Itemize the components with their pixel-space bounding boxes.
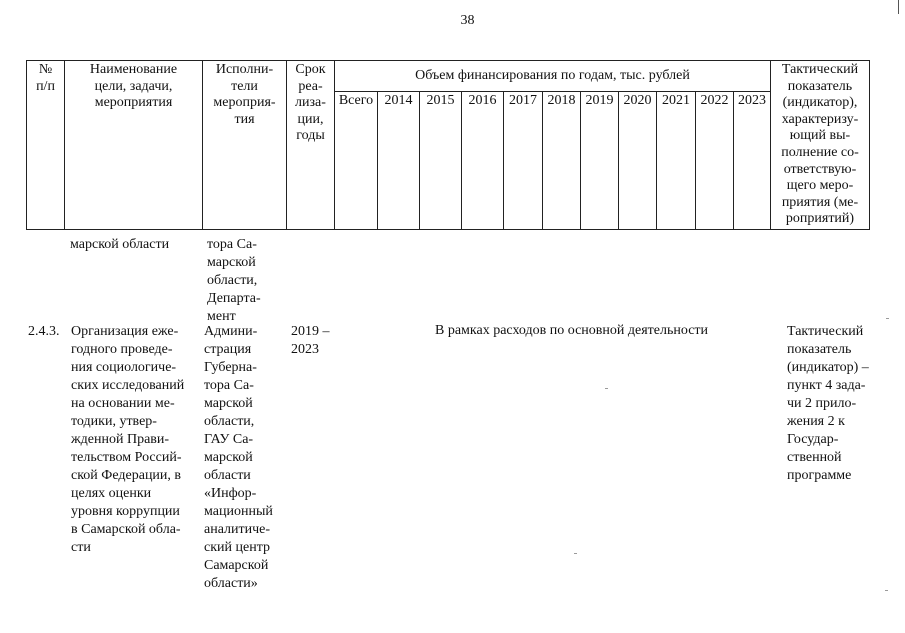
header-indicator-line: ответствую- (783, 161, 857, 177)
header-year-2018: 2018 (543, 92, 581, 230)
header-table (26, 60, 870, 230)
row-term-line: 2023 (291, 342, 319, 357)
header-funding-title: Объем финансирования по годам, тыс. рублей (335, 61, 771, 92)
header-num-line: № (38, 62, 53, 77)
row-executors (204, 323, 273, 593)
header-indicator-line: показатель (787, 78, 853, 94)
row-exec-line: Самарской (204, 558, 269, 573)
header-name (65, 61, 203, 230)
scan-speck (885, 590, 888, 591)
header-name-line: мероприятия (94, 95, 173, 111)
header-indicator-line: роприятий) (785, 211, 855, 227)
row-exec-line: марской (204, 450, 253, 465)
header-year-2015: 2015 (420, 92, 462, 230)
row-name-line: тодики, утвер- (71, 414, 157, 429)
row-name-line: ских исследований (71, 378, 185, 393)
row-name-line: Организация еже- (71, 324, 179, 339)
header-year-2016: 2016 (462, 92, 504, 230)
row-name-line: целях оценки (71, 486, 152, 501)
header-num-line: п/п (36, 78, 55, 94)
row-exec-line: «Инфор- (204, 486, 257, 501)
row-indicator-line: Тактический (787, 324, 864, 339)
header-year-2020: 2020 (619, 92, 657, 230)
header-year-2017: 2017 (504, 92, 543, 230)
header-num (27, 61, 65, 230)
header-indicator-line: (индикатор), (782, 95, 858, 111)
row-exec-line: страция (204, 342, 252, 357)
page-number: 38 (460, 13, 475, 28)
row-name-line: тельством Россий- (71, 450, 182, 465)
row-name-line: в Самарской обла- (71, 522, 181, 537)
header-name-line: цели, задачи, (94, 78, 173, 94)
header-term-line: годы (296, 128, 325, 144)
row-indicator-line: пункт 4 зада- (787, 378, 866, 393)
row-exec-line: тора Са- (204, 378, 254, 393)
carryover-executors (207, 236, 261, 326)
scan-speck (886, 318, 889, 319)
row-exec-line: марской (204, 396, 253, 411)
row-exec-line: ГАУ Са- (204, 432, 254, 447)
carryover-name (70, 236, 169, 254)
scan-speck (574, 553, 577, 554)
row-name-line: ния социологиче- (71, 360, 177, 375)
carryover-exec-line: Департа- (207, 291, 261, 306)
header-year-2014: 2014 (378, 92, 420, 230)
row-indicator-line: ственной (787, 450, 842, 465)
row-exec-line: ский центр (204, 540, 270, 555)
header-term-line: реа- (298, 78, 323, 94)
row-indicator-line: жения 2 к (787, 414, 845, 429)
header-exec-line: тия (234, 111, 255, 127)
page-edge-mark (898, 0, 905, 14)
row-name-line: жденной Прави- (71, 432, 170, 447)
row-exec-line: области (204, 468, 251, 483)
header-year-2023: 2023 (734, 92, 771, 230)
header-indicator-line: характеризу- (781, 111, 859, 127)
scan-speck (605, 388, 608, 389)
row-name (71, 323, 184, 557)
header-funding-total: Всего (335, 92, 378, 230)
row-indicator (787, 323, 869, 485)
header-year-2021: 2021 (657, 92, 696, 230)
row-term-line: 2019 – (291, 324, 330, 339)
row-indicator-line: программе (787, 468, 852, 483)
row-exec-line: Админи- (204, 324, 258, 339)
row-indicator-line: показатель (787, 342, 852, 357)
row-indicator-line: чи 2 прило- (787, 396, 857, 411)
header-term (287, 61, 335, 230)
header-indicator-line: щего меро- (786, 178, 854, 194)
row-funding-note: В рамках расходов по основной деятельности (435, 323, 709, 338)
row-exec-line: мационный (204, 504, 273, 519)
header-indicator-line: приятия (ме- (781, 194, 859, 210)
row-name-line: на основании ме- (71, 396, 175, 411)
header-term-line: лиза- (295, 95, 326, 111)
row-exec-line: области» (204, 576, 258, 591)
header-executors (203, 61, 287, 230)
row-indicator-line: (индикатор) – (787, 360, 869, 375)
row-exec-line: области, (204, 414, 255, 429)
header-exec-line: Исполни- (215, 62, 274, 77)
header-year-2019: 2019 (581, 92, 619, 230)
carryover-exec-line: марской (207, 255, 256, 270)
header-term-line: Срок (295, 62, 326, 77)
carryover-exec-line: области, (207, 273, 258, 288)
carryover-exec-line: тора Са- (207, 237, 257, 252)
header-year-2022: 2022 (696, 92, 734, 230)
row-term (291, 323, 330, 359)
row-name-line: годного проведе- (71, 342, 173, 357)
header-exec-line: мероприя- (213, 95, 276, 111)
row-name-line: ской Федерации, в (71, 468, 182, 483)
row-exec-line: Губерна- (204, 360, 257, 375)
row-indicator-line: Государ- (787, 432, 839, 447)
carryover-exec-line: мент (207, 309, 236, 324)
header-indicator (771, 61, 870, 230)
header-exec-line: тели (231, 78, 258, 94)
header-name-line: Наименование (89, 62, 178, 77)
row-name-line: сти (71, 540, 91, 555)
header-term-line: ции, (297, 111, 324, 127)
header-indicator-line: Тактический (781, 62, 859, 77)
row-name-line: уровня коррупции (71, 504, 180, 519)
header-indicator-line: полнение со- (781, 144, 859, 160)
row-exec-line: аналитиче- (204, 522, 271, 537)
carryover-name-line: марской области (70, 237, 170, 252)
header-indicator-line: ющий вы- (789, 128, 851, 144)
row-number: 2.4.3. (28, 324, 60, 339)
